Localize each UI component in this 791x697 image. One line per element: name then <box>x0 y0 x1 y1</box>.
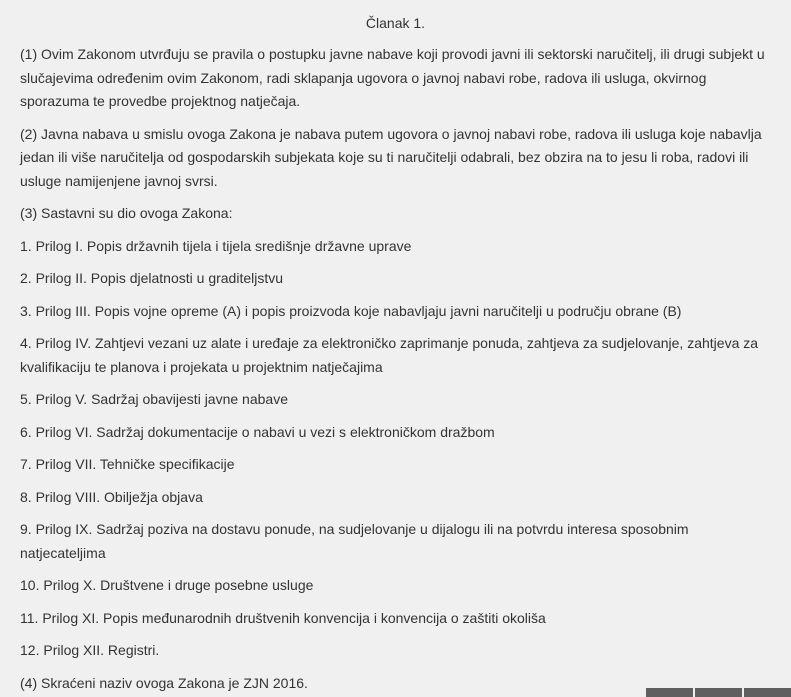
paragraph-2: (2) Javna nabava u smislu ovoga Zakona je nabava putem ugovora o javnoj nabavi robe, radova ili usluga koje nabavlja jedan ili više naručitelja od gospodarskih subjekata koje su ti naručitelji odabrali, bez obzira na to jesu li roba, radovi ili usluge namijenjene javnoj svrsi. <box>20 125 762 189</box>
annex-item-3: 3. Prilog III. Popis vojne opreme (A) i popis proizvoda koje nabavljaju javni naručitelji u području obrane (B) <box>20 302 682 319</box>
annex-item-12: 12. Prilog XII. Registri. <box>20 642 160 658</box>
annex-item-8: 8. Prilog VIII. Obilježja objava <box>20 488 203 505</box>
annex-item-7: 7. Prilog VII. Tehničke specifikacije <box>20 456 235 472</box>
bottom-tab-1[interactable] <box>646 688 693 697</box>
paragraph-1: (1) Ovim Zakonom utvrđuju se pravila o postupku javne nabave koji provodi javni ili sektorski naručitelj, ili drugi subjekt u slučajevima određenim ovim Zakonom, radi sklapanja ugovora o javnoj nabavi robe, radova ili usluga, okvirnog sporazuma te provedbe projektnog natječaja. <box>20 46 765 109</box>
annex-item-6: 6. Prilog VI. Sadržaj dokumentacije o nabavi u vezi s elektroničkom dražbom <box>20 423 495 440</box>
bottom-tab-3[interactable] <box>744 688 791 697</box>
annex-item-1: 1. Prilog I. Popis državnih tijela i tijela središnje državne uprave <box>20 237 412 254</box>
annex-item-2: 2. Prilog II. Popis djelatnosti u graditeljstvu <box>20 270 284 286</box>
annex-item-4: 4. Prilog IV. Zahtjevi vezani uz alate i uređaje za elektroničko zaprimanje ponuda, zahtjeva za sudjelovanje, zahtjeva za kvalifikaciju te planova i projekata u projektnim natječajima <box>20 335 759 375</box>
paragraph-4: (4) Skraćeni naziv ovoga Zakona je ZJN 2016. <box>20 674 308 691</box>
annex-item-11: 11. Prilog XI. Popis međunarodnih društvenih konvencija i konvencija o zaštiti okoliša <box>20 609 546 626</box>
annex-item-10: 10. Prilog X. Društvene i druge posebne usluge <box>20 577 314 593</box>
article-title: Članak 1. <box>365 15 426 31</box>
bottom-tab-bar <box>646 688 791 697</box>
annex-item-5: 5. Prilog V. Sadržaj obavijesti javne nabave <box>20 391 288 407</box>
bottom-tab-2[interactable] <box>695 688 742 697</box>
paragraph-3-intro: (3) Sastavni su dio ovoga Zakona: <box>20 205 233 221</box>
annex-item-9: 9. Prilog IX. Sadržaj poziva na dostavu ponude, na sudjelovanje u dijalogu ili na potvrdu interesa sposobnim natjecateljima <box>20 521 689 561</box>
